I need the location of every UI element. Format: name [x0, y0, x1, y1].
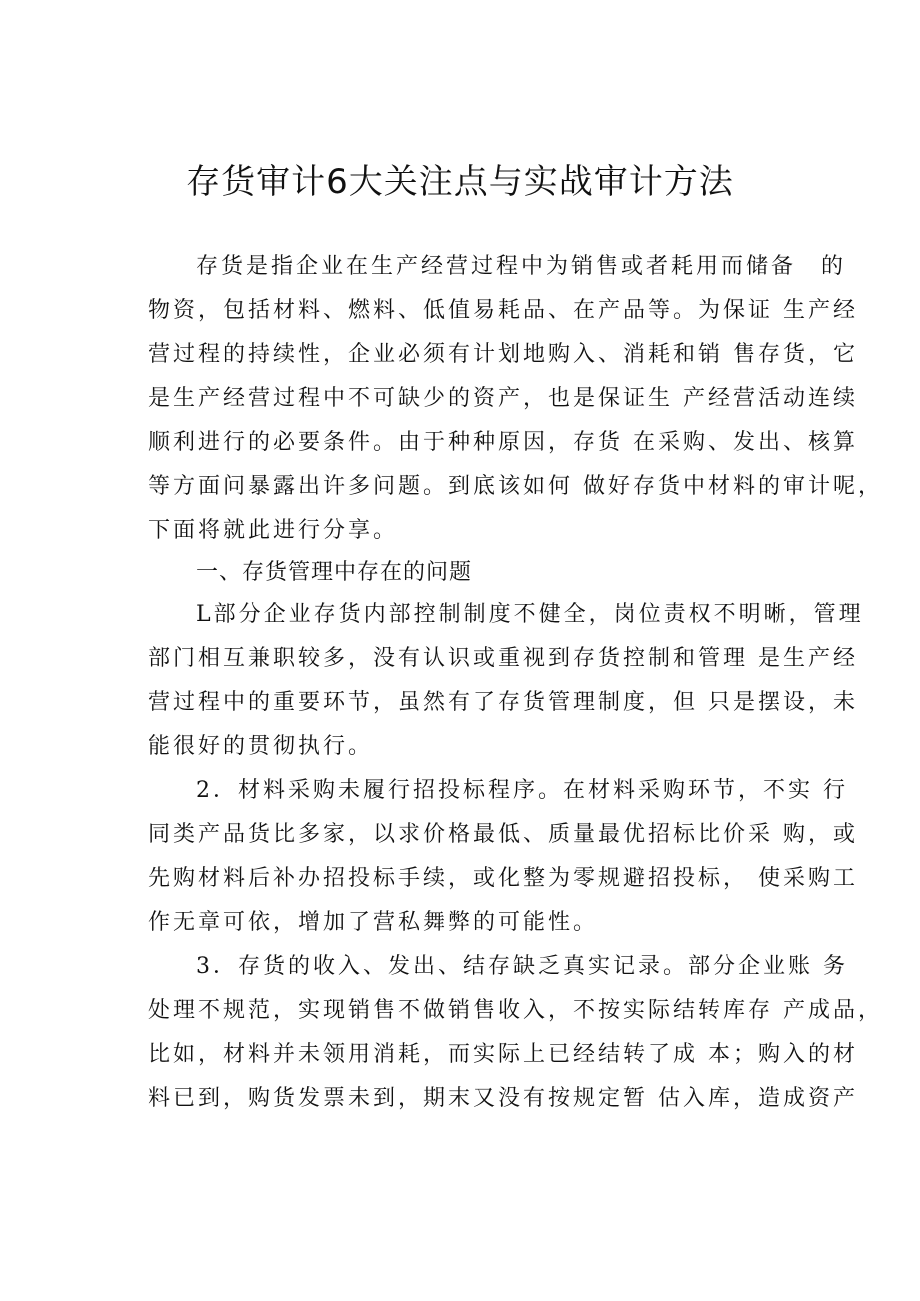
intro-line-2: 物资，包括材料、燃料、低值易耗品、在产品等。为保证 生产经 — [148, 298, 858, 323]
item1-line-4: 能很好的贯彻执行。 — [148, 734, 374, 759]
intro-line-6: 等方面问暴露出许多问题。到底该如何 做好存货中材料的审计呢， — [148, 474, 883, 499]
item3-line-4: 料已到，购货发票未到，期末又没有按规定暂 估入库，造成资产 — [148, 1086, 858, 1111]
intro-line-5: 顺利进行的必要条件。由于种种原因，存货 在采购、发出、核算 — [148, 430, 858, 455]
section-heading: 一、存货管理中存在的问题 — [196, 560, 473, 585]
document-title: 存货审计6大关注点与实战审计方法 — [186, 162, 734, 202]
item3-line-3: 比如，材料并未领用消耗，而实际上已经结转了成 本；购入的材 — [148, 1042, 858, 1067]
item2-line-2: 同类产品货比多家，以求价格最低、质量最优招标比价采 购，或 — [148, 822, 858, 847]
intro-line-4: 是生产经营过程中不可缺少的资产，也是保证生 产经营活动连续 — [148, 386, 858, 411]
item1-line-1: L部分企业存货内部控制制度不健全，岗位责权不明晰，管理 — [196, 602, 864, 627]
intro-line-7: 下面将就此进行分享。 — [148, 518, 399, 543]
intro-line-1: 存货是指企业在生产经营过程中为销售或者耗用而储备 的 — [196, 254, 847, 279]
item1-line-3: 营过程中的重要环节，虽然有了存货管理制度，但 只是摆设，未 — [148, 690, 858, 715]
item2-line-4: 作无章可依，增加了营私舞弊的可能性。 — [148, 910, 599, 935]
item3-line-2: 处理不规范，实现销售不做销售收入，不按实际结转库存 产成品， — [148, 998, 883, 1023]
item3-line-1: 3．存货的收入、发出、结存缺乏真实记录。部分企业账 务 — [196, 954, 848, 979]
item2-line-1: 2．材料采购未履行招投标程序。在材料采购环节，不实 行 — [196, 778, 848, 803]
item2-line-3: 先购材料后补办招投标手续，或化整为零规避招投标， 使采购工 — [148, 866, 858, 891]
intro-line-3: 营过程的持续性，企业必须有计划地购入、消耗和销 售存货，它 — [148, 342, 858, 367]
item1-line-2: 部门相互兼职较多，没有认识或重视到存货控制和管理 是生产经 — [148, 646, 858, 671]
